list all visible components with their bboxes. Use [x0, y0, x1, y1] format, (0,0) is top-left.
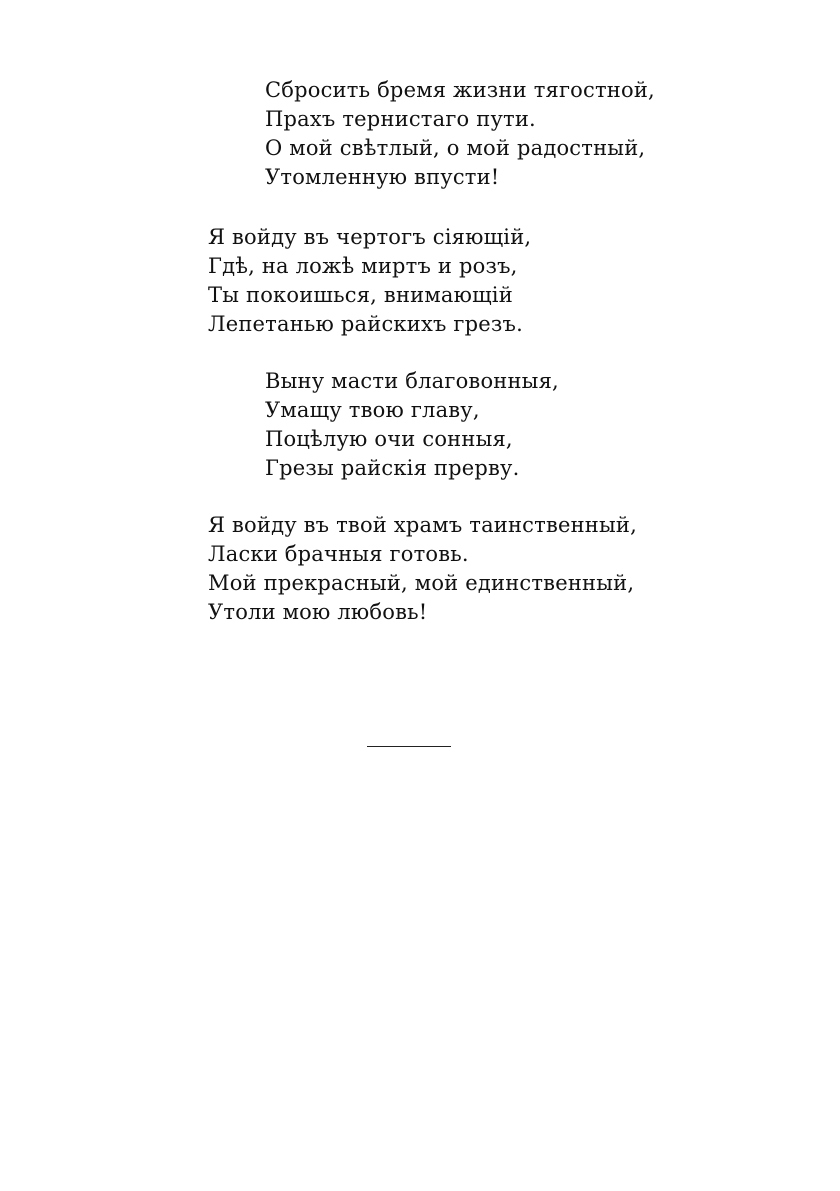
stanza-1 — [265, 76, 655, 192]
poem-line: Сбросить бремя жизни тягостной, — [265, 78, 655, 102]
poem-line: Мой прекрасный, мой единственный, — [208, 571, 635, 595]
poem-line: Поцѣлую очи сонныя, — [265, 427, 513, 451]
poem-line: Ты покоишься, внимающій — [208, 283, 513, 307]
poem-line: Утоли мою любовь! — [208, 600, 428, 624]
end-of-poem-rule — [367, 746, 451, 747]
stanza-2 — [208, 223, 531, 339]
poem-line: Я войду въ чертогъ сіяющій, — [208, 225, 532, 249]
poem-line: Я войду въ твой храмъ таинственный, — [208, 513, 637, 537]
poem-line: Лепетанью райскихъ грезъ. — [208, 312, 523, 336]
stanza-3 — [265, 367, 559, 483]
poem-line: Гдѣ, на ложѣ миртъ и розъ, — [208, 254, 518, 278]
poem-line: Ласки брачныя готовь. — [208, 542, 469, 566]
poem-line: Утомленную впусти! — [265, 165, 500, 189]
poem-line: Прахъ тернистаго пути. — [265, 107, 536, 131]
poem-line: Выну масти благовонныя, — [265, 369, 559, 393]
stanza-4 — [208, 511, 637, 627]
poem-line: Умащу твою главу, — [265, 398, 480, 422]
poem-line: Грезы райскія прерву. — [265, 456, 520, 480]
poem-line: О мой свѣтлый, о мой радостный, — [265, 136, 646, 160]
